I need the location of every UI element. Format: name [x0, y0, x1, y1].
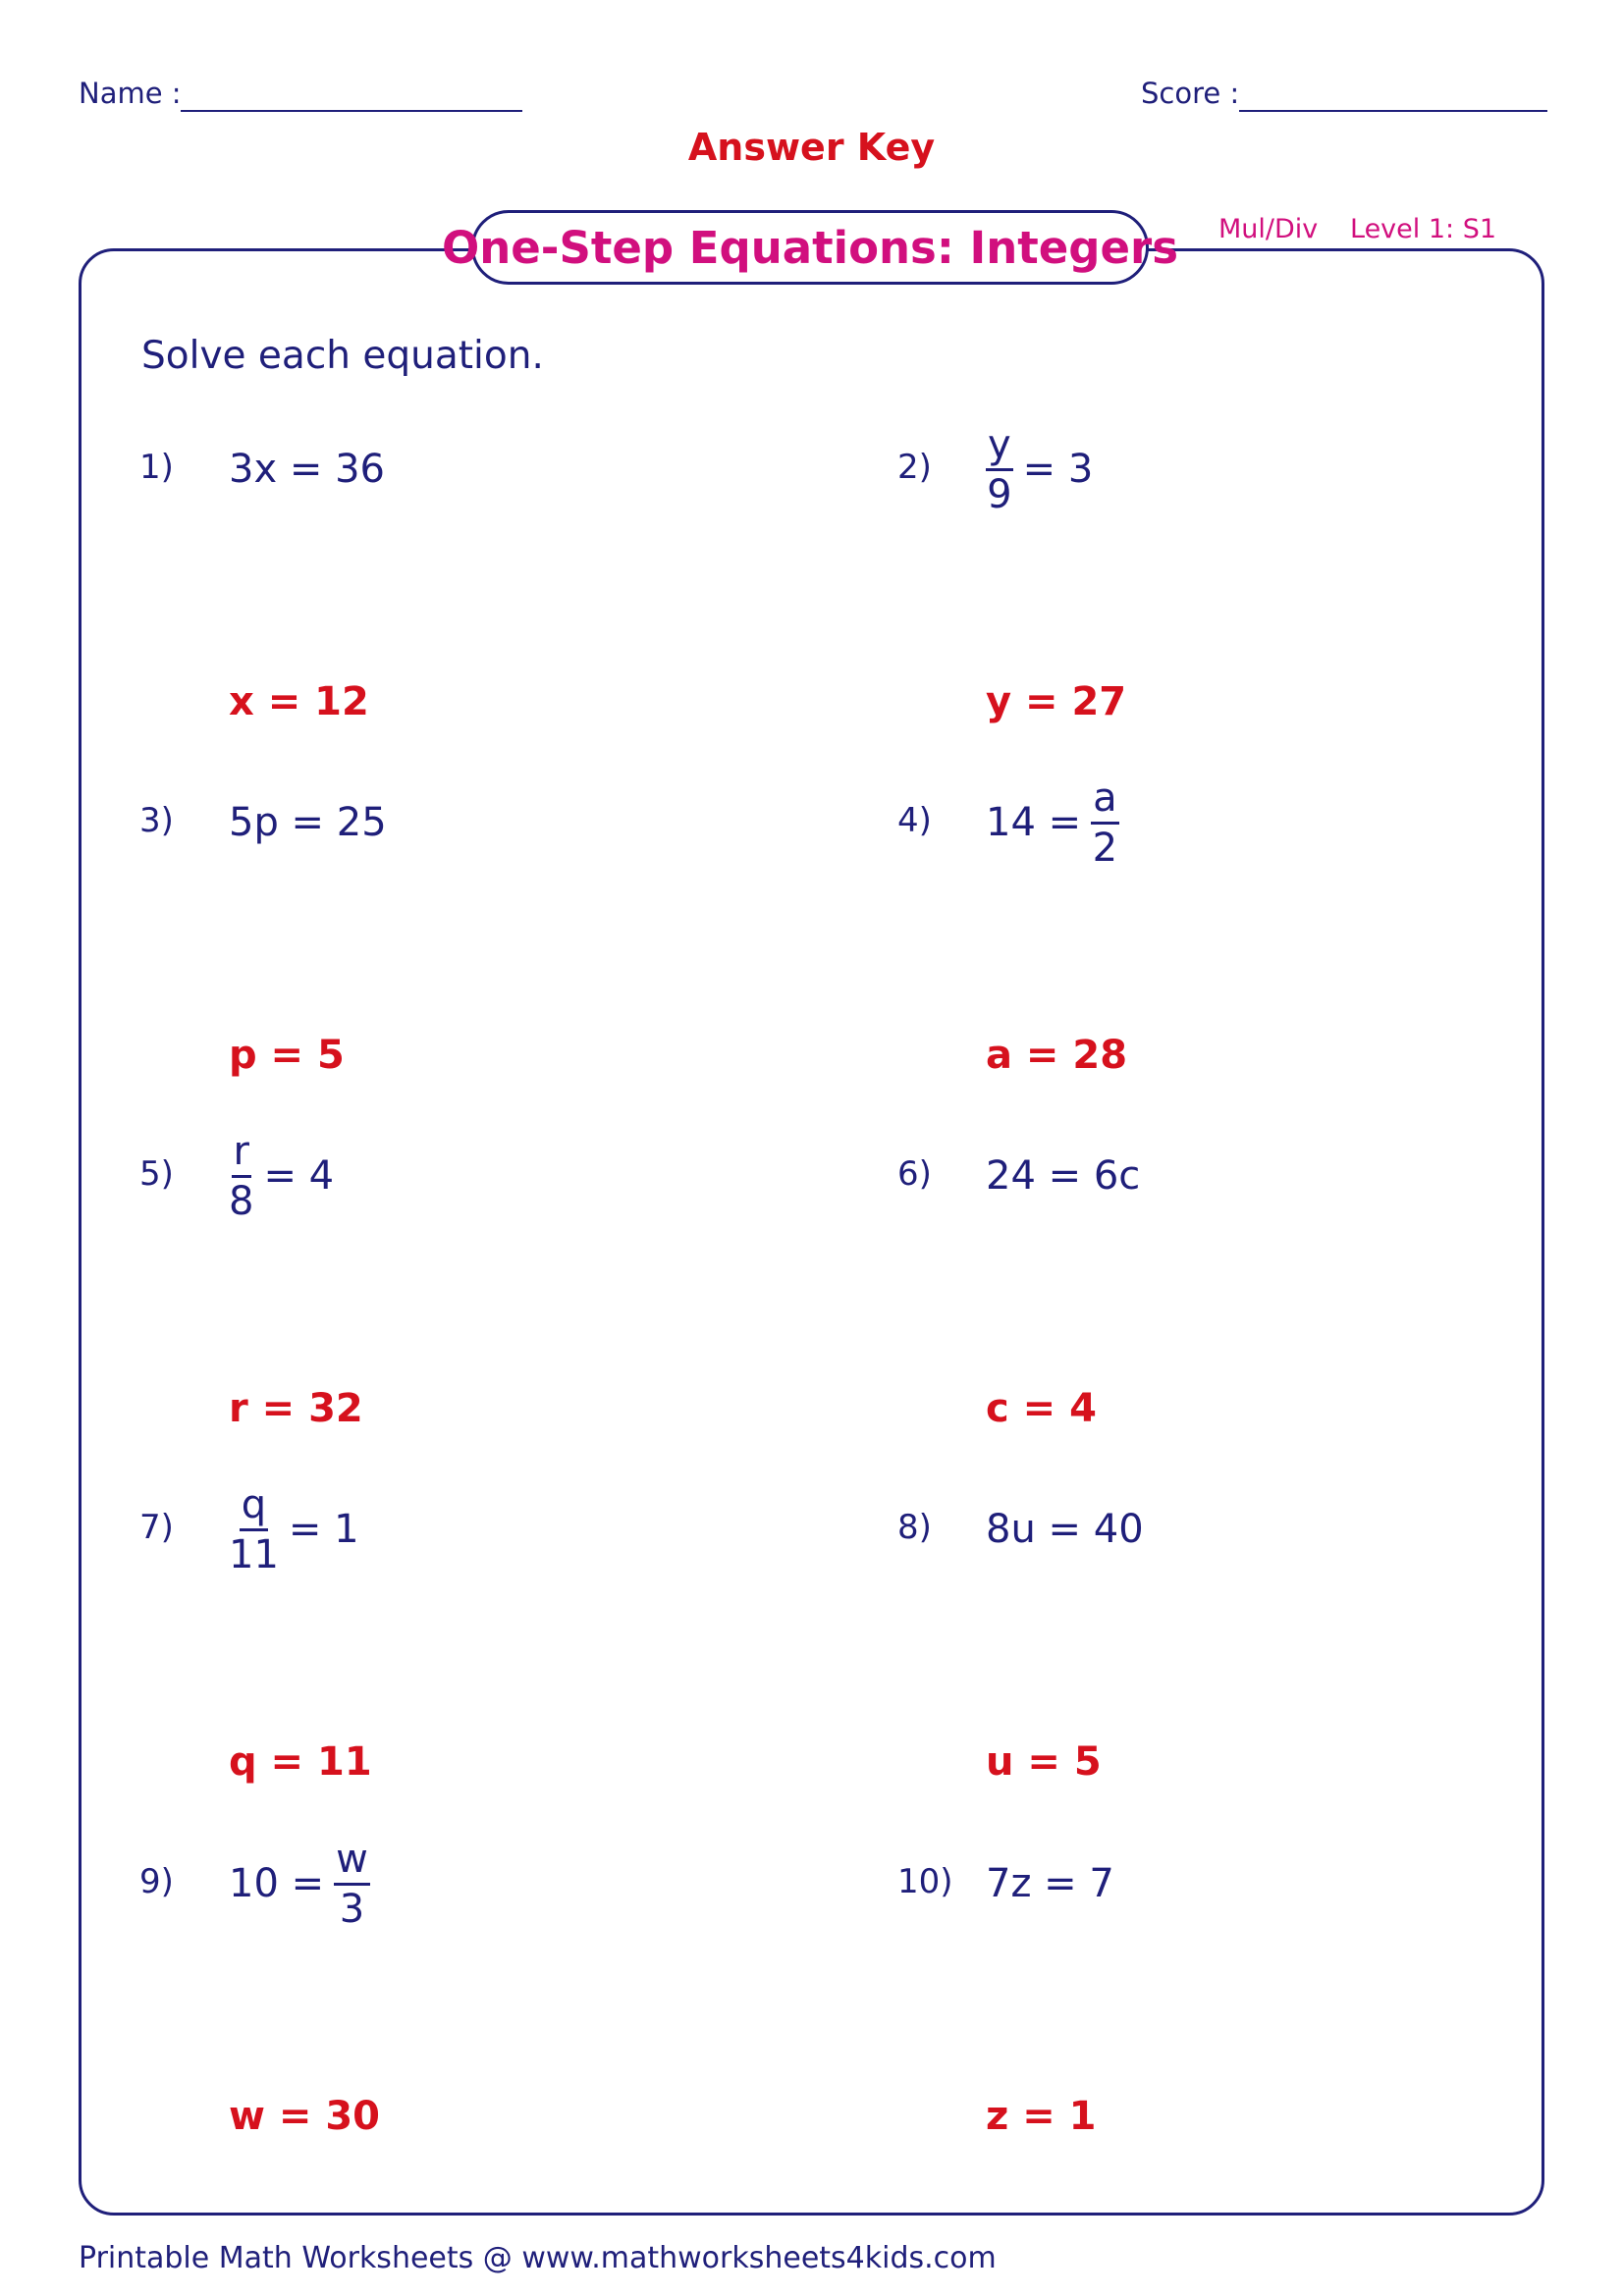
equation-left-side: 10 =: [229, 1861, 325, 1906]
fraction: [229, 1481, 279, 1577]
problem-equation: [986, 1480, 1144, 1578]
problem-equation: [229, 420, 385, 518]
instructions: Solve each equation.: [141, 334, 544, 378]
fraction: [986, 421, 1013, 517]
problem-answer: w = 30: [229, 2094, 380, 2139]
fraction: [334, 1836, 370, 1932]
equation-right-side: = 3: [1022, 447, 1094, 492]
level-label: Level 1: S1: [1350, 214, 1497, 244]
problem-equation: [229, 1127, 334, 1225]
name-label: Name :: [79, 77, 182, 110]
problem-answer: y = 27: [986, 679, 1127, 724]
equation-left-side: 24 = 6c: [986, 1153, 1141, 1199]
equation-right-side: = 1: [288, 1507, 359, 1552]
problem-number: 9): [139, 1862, 174, 1901]
equation-left-side: 3x = 36: [229, 447, 385, 492]
fraction: [229, 1128, 254, 1224]
problem-number: 2): [897, 448, 932, 487]
problem-answer: q = 11: [229, 1739, 372, 1785]
problem-equation: [229, 1835, 370, 1933]
problem-equation: [986, 420, 1093, 518]
problem-equation: [229, 774, 387, 872]
footer-url[interactable]: www.mathworksheets4kids.com: [521, 2241, 997, 2275]
problem-answer: z = 1: [986, 2094, 1097, 2139]
problem-answer: p = 5: [229, 1033, 345, 1078]
fraction-numerator: a: [1091, 778, 1119, 825]
problem-number: 4): [897, 801, 932, 840]
fraction-denominator: 3: [339, 1886, 365, 1932]
fraction-numerator: r: [232, 1132, 251, 1178]
footer-prefix: Printable Math Worksheets @: [79, 2241, 513, 2275]
problem-answer: r = 32: [229, 1386, 363, 1431]
fraction-denominator: 2: [1092, 825, 1118, 871]
problem-equation: [986, 1835, 1114, 1933]
equation-left-side: 8u = 40: [986, 1507, 1144, 1552]
fraction: [1091, 774, 1119, 871]
fraction-numerator: q: [240, 1485, 268, 1531]
problem-number: 8): [897, 1508, 932, 1547]
problem-number: 5): [139, 1154, 174, 1194]
problem-number: 10): [897, 1862, 953, 1901]
worksheet-title: One-Step Equations: Integers: [471, 210, 1149, 285]
problem-equation: [986, 774, 1119, 872]
score-label: Score :: [1141, 77, 1240, 110]
problem-number: 1): [139, 448, 174, 487]
fraction-numerator: y: [986, 425, 1013, 471]
problem-number: 3): [139, 801, 174, 840]
topic-label: Mul/Div: [1218, 214, 1319, 244]
problem-equation: [986, 1127, 1140, 1225]
footer: [79, 2241, 997, 2275]
fraction-denominator: 9: [987, 471, 1012, 517]
fraction-denominator: 11: [229, 1531, 279, 1577]
problem-answer: u = 5: [986, 1739, 1102, 1785]
answer-key-heading: Answer Key: [687, 126, 936, 169]
equation-left-side: 5p = 25: [229, 800, 387, 845]
fraction-denominator: 8: [229, 1178, 254, 1224]
equation-left-side: 7z = 7: [986, 1861, 1114, 1906]
score-line[interactable]: [1239, 110, 1547, 112]
problem-number: 6): [897, 1154, 932, 1194]
equation-left-side: 14 =: [986, 800, 1082, 845]
equation-right-side: = 4: [263, 1153, 335, 1199]
name-line[interactable]: [181, 110, 522, 112]
problem-answer: x = 12: [229, 679, 369, 724]
fraction-numerator: w: [334, 1840, 370, 1886]
problem-equation: [229, 1480, 359, 1578]
problem-number: 7): [139, 1508, 174, 1547]
problem-answer: c = 4: [986, 1386, 1097, 1431]
problem-answer: a = 28: [986, 1033, 1128, 1078]
